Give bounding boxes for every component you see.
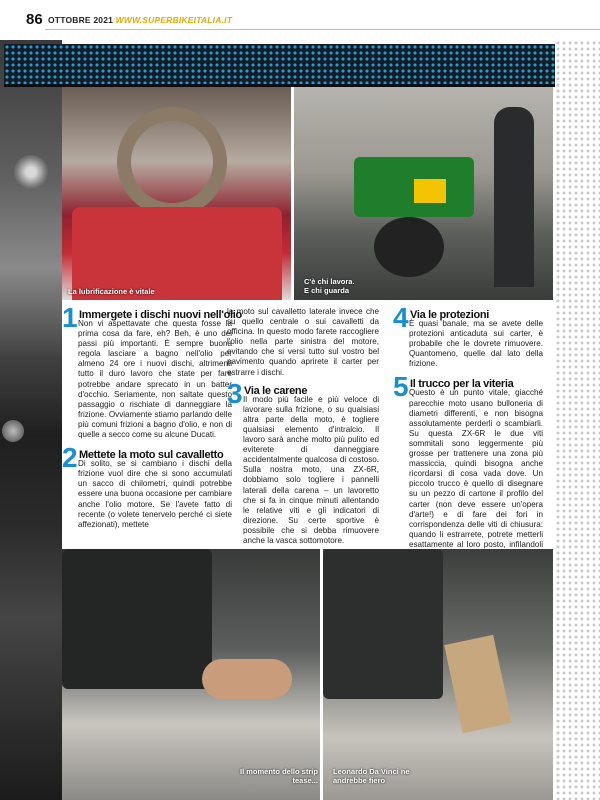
clutch-disc-shape xyxy=(117,107,227,217)
text-column-2 xyxy=(227,307,379,546)
page-number: 86 xyxy=(26,11,43,28)
section-body: È quasi banale, ma se avete delle protezioni anticaduta sui carter, è probabile che le dovrete rimuovere. Quantomeno, quelle dal lato della frizione. xyxy=(409,319,543,369)
cardboard-template-shape xyxy=(444,635,512,733)
site-url: WWW.SUPERBIKEITALIA.IT xyxy=(115,15,233,25)
photo-cardboard-template xyxy=(323,549,553,800)
photo-caption: Il momento dello strip tease... xyxy=(240,767,318,785)
page-header xyxy=(0,0,600,40)
section-heading: 4 Via le protezioni xyxy=(393,302,490,333)
section-body: Il modo più facile e più veloce di lavorare sulla frizione, o su qualsiasi altra parte della moto, è togliere qualsiasi elemento d'intralcio. Il lavoro sarà anche molto più pulito ed eviterete di danneggiare accidentalmente qualcosa di costoso. Sulla nostra moto, una ZX-6R, dobbiamo solo togliere i pannelli laterali della carena – un lavoretto che si fa in cinque minuti allentando le relative viti e gli indicatori di direzione. Su certe sportive è possibile che si debba rimuovere anche la vasca sottomotore. xyxy=(243,394,379,545)
license-plate-shape xyxy=(414,179,446,203)
section-heading: 2 Mettete la moto sul cavalletto xyxy=(62,442,224,474)
section-body: Di solito, se si cambiano i dischi della frizione vuol dire che si sono accumulati un sacco di chilometri, quindi potrebbe essere una buona occasione per cambiare anche l'olio motore. Se l'avete fatto di recente (o volete tenervelo perché ci siete affezionati), mettete xyxy=(78,459,232,529)
photo-fairing-removal xyxy=(62,549,320,800)
section-heading: 3 Via le carene xyxy=(227,377,308,409)
section-body: Questo è un punto vitale, giacché parecchie moto usano bulloneria di diametri differenti, e non bisogna assolutamente perderli o scambiarli. Su questa ZX-6R le due viti sommitali sono leggermente più grosse per trattenere una zona più massiccia, quindi bisogna anche ricordarsi di cosa vada dove. Un piccolo trucco è quello di disegnare su un pezzo di cartone il profilo del carter (non deve essere un'opera d'arte!) e di fare dei fori in corrispondenza delle viti di chiusura: quando li estrarrete, potrete metterli esattamente al loro posto, infilandoli xyxy=(393,388,543,561)
photo-caption: La lubrificazione è vitale xyxy=(68,287,155,296)
photo-clutch-oil xyxy=(62,87,291,300)
motorcycle-wheel-shape xyxy=(374,217,444,277)
header-rule xyxy=(45,29,600,30)
chrome-knob-icon xyxy=(14,155,48,189)
issue-date: OTTOBRE 2021 xyxy=(48,15,114,25)
mechanic-standing-shape xyxy=(494,107,534,287)
photo-caption: C'è chi lavora. E chi guarda xyxy=(304,277,355,295)
header-issue-line xyxy=(48,15,232,25)
dotted-banner xyxy=(4,44,555,84)
motorcycle-engine-shape xyxy=(62,549,212,689)
gear-side-photo xyxy=(0,40,62,800)
text-column-1 xyxy=(62,302,242,530)
photo-workshop xyxy=(294,87,553,300)
motorcycle-engine-shape xyxy=(323,549,443,699)
chrome-knob-icon xyxy=(2,420,24,442)
section-body: Non vi aspettavate che questa fosse la prima cosa da fare, eh? Beh, è uno dei passi più importanti. È sempre buona regola lasciare a bagno nell'olio per almeno 24 ore i nuovi dischi, altrimenti tutto il duro lavoro che state per fare potrebbe andare sprecato in un batter d'occhio. Seriamente, non saltate questo passaggio o rischiate di danneggiare la frizione. Ovviamente stiamo parlando delle più comuni frizioni a bagno d'olio, e non di quelle a secco come su alcune Ducati. xyxy=(78,319,232,440)
section-heading: 5 Il trucco per la viteria xyxy=(393,371,514,403)
section-body-continued: la moto sul cavalletto laterale invece che su quello centrale o sui cavalletti da officina. In questo modo farete raccogliere l'olio nella parte sinistra del motore, evitando che si versi tutto sul vostro bel pavimento quando aprirete il carter per estrarre i dischi. xyxy=(227,307,379,377)
text-column-3 xyxy=(393,302,543,561)
dot-mesh-border xyxy=(555,40,600,800)
mechanic-hands-shape xyxy=(202,659,292,699)
photo-caption: Leonardo Da Vinci ne andrebbe fiero xyxy=(333,767,410,785)
section-heading: 1 Immergete i dischi nuovi nell'olio xyxy=(62,302,242,333)
